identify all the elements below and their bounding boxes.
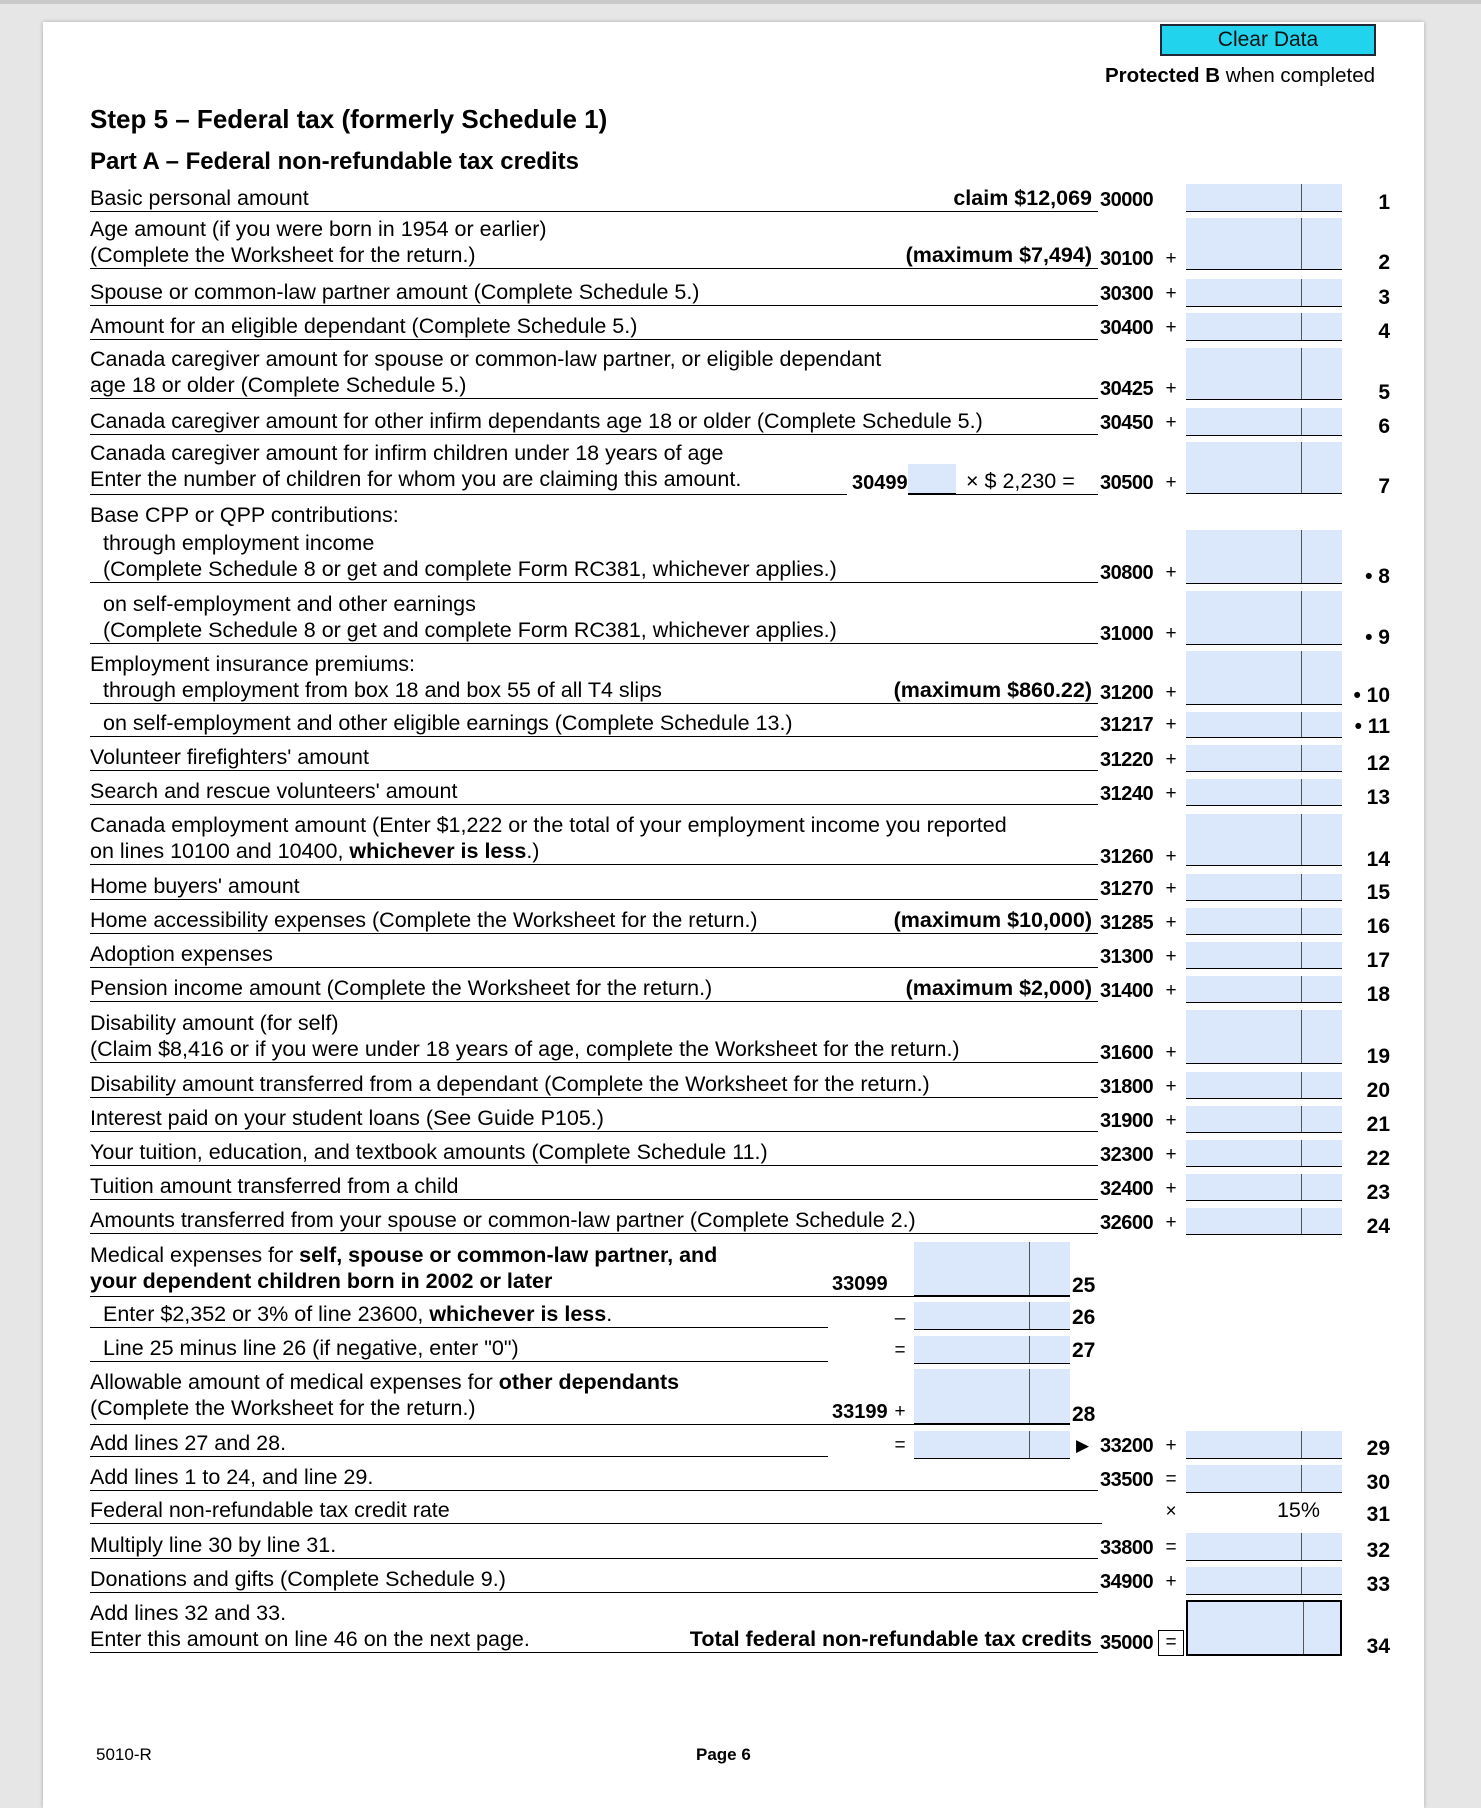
line-32-desc <box>90 1532 1098 1559</box>
line-5-desc <box>90 346 1098 399</box>
line-15-row <box>0 873 1481 904</box>
line-5-row <box>0 346 1481 404</box>
line-17-number: 17 <box>1366 949 1390 972</box>
line-6-op: + <box>1165 412 1177 433</box>
line-13-op: + <box>1165 783 1177 804</box>
line-23-label: Tuition amount transferred from a child <box>90 1174 459 1198</box>
line-8-number: • 8 <box>1365 565 1390 588</box>
line-17-code: 31300 <box>1100 946 1154 968</box>
line-9-op: + <box>1165 623 1177 644</box>
line-14-label-2 <box>90 838 1098 864</box>
cpp-header-label: Base CPP or QPP contributions: <box>90 503 399 527</box>
line-6-code: 30450 <box>1100 412 1154 434</box>
line-15-number: 15 <box>1366 881 1390 904</box>
line-4-desc <box>90 313 1098 340</box>
line-24-input[interactable] <box>1186 1208 1342 1235</box>
line-7-label-1: Canada caregiver amount for infirm children under 18 years of age <box>90 441 724 465</box>
line-33-code: 34900 <box>1100 1571 1154 1593</box>
line-26-desc <box>90 1301 828 1328</box>
line-2-op: + <box>1165 248 1177 269</box>
line-7-underline <box>90 494 847 495</box>
line-28-label-2: (Complete the Worksheet for the return.) <box>90 1396 476 1420</box>
line-13-number: 13 <box>1366 786 1390 809</box>
line-28-code: 33199 <box>832 1401 888 1423</box>
line-34-op: = <box>1158 1630 1184 1656</box>
line-15-input[interactable] <box>1186 874 1342 901</box>
form-id: 5010-R <box>96 1745 152 1764</box>
line-23-number: 23 <box>1366 1181 1390 1204</box>
line-9-code: 31000 <box>1100 623 1154 645</box>
line-7-multiplier: × $ 2,230 = <box>966 469 1075 493</box>
line-33-row <box>0 1566 1481 1597</box>
ei-header-label: Employment insurance premiums: <box>90 652 416 676</box>
line-6-label: Canada caregiver amount for other infirm dependants age 18 or older (Complete Schedule 5.) <box>90 409 983 433</box>
line-5-number: 5 <box>1378 381 1390 404</box>
line-21-input[interactable] <box>1186 1106 1342 1133</box>
line-14-label-2c: .) <box>526 839 540 863</box>
line-28-input[interactable] <box>914 1369 1070 1424</box>
line-2-note: (maximum $7,494) <box>905 243 1092 267</box>
line-3-row <box>0 277 1481 308</box>
line-25-number: 25 <box>1072 1274 1096 1297</box>
line-9-number: • 9 <box>1365 626 1390 649</box>
line-32-number: 32 <box>1366 1539 1390 1562</box>
line-9-label-1: on self-employment and other earnings <box>103 592 476 616</box>
cpp-header <box>90 502 1098 528</box>
line-1-desc <box>90 185 1098 212</box>
line-27-input[interactable] <box>914 1336 1070 1364</box>
line-30-input[interactable] <box>1186 1465 1342 1493</box>
line-2-row <box>0 216 1481 274</box>
line-10-desc <box>90 677 1098 704</box>
line-14-input[interactable] <box>1186 814 1342 866</box>
line-1-input[interactable] <box>1186 184 1342 212</box>
line-1-number: 1 <box>1378 191 1390 214</box>
line-8-desc <box>90 530 1098 583</box>
line-16-code: 31285 <box>1100 912 1154 934</box>
line-8-row <box>0 530 1481 588</box>
cpp-header-row <box>0 502 1481 530</box>
line-3-input[interactable] <box>1186 279 1342 307</box>
line-16-note: (maximum $10,000) <box>893 908 1092 932</box>
line-29-subtotal[interactable] <box>914 1431 1070 1459</box>
line-33-number: 33 <box>1366 1573 1390 1596</box>
line-21-label: Interest paid on your student loans (See Guide P105.) <box>90 1106 604 1130</box>
line-6-number: 6 <box>1378 415 1390 438</box>
protected-suffix: when completed <box>1220 64 1375 87</box>
line-19-label-1: Disability amount (for self) <box>90 1011 339 1035</box>
line-4-input[interactable] <box>1186 313 1342 341</box>
line-9-input[interactable] <box>1186 591 1342 645</box>
line-7-number: 7 <box>1378 475 1390 498</box>
line-31-row <box>0 1497 1481 1528</box>
line-10-row <box>0 677 1481 707</box>
line-8-label-1: through employment income <box>103 531 375 555</box>
line-10-input[interactable] <box>1186 651 1342 705</box>
line-10-label: through employment from box 18 and box 55 of all T4 slips <box>103 678 662 702</box>
line-11-number: • 11 <box>1354 715 1390 738</box>
line-7-underline-2 <box>908 494 1098 495</box>
line-20-row <box>0 1071 1481 1102</box>
line-11-input[interactable] <box>1186 712 1342 738</box>
line-11-desc <box>90 710 1098 737</box>
line-34-number: 34 <box>1366 1635 1390 1658</box>
line-25-underline <box>90 1296 1070 1297</box>
line-5-label-1: Canada caregiver amount for spouse or common-law partner, or eligible dependant <box>90 347 882 371</box>
line-20-desc <box>90 1071 1098 1098</box>
line-14-number: 14 <box>1366 848 1390 871</box>
line-4-row <box>0 311 1481 342</box>
line-32-input[interactable] <box>1186 1533 1342 1561</box>
line-14-desc <box>90 812 1098 865</box>
line-30-op: = <box>1165 1469 1177 1490</box>
line-15-code: 31270 <box>1100 878 1154 900</box>
line-21-row <box>0 1105 1481 1136</box>
line-10-note: (maximum $860.22) <box>893 678 1092 702</box>
line-17-row <box>0 941 1481 972</box>
line-14-row <box>0 812 1481 870</box>
line-5-op: + <box>1165 378 1177 399</box>
line-12-label: Volunteer firefighters' amount <box>90 745 369 769</box>
line-14-label-1: Canada employment amount (Enter $1,222 or the total of your employment income you reported <box>90 813 1007 837</box>
line-26-row <box>0 1301 1481 1332</box>
line-29-op: + <box>1165 1435 1177 1456</box>
line-2-desc <box>90 216 1098 269</box>
line-29-op-left: = <box>894 1435 906 1456</box>
line-14-label-2a: on lines 10100 and 10400, <box>90 839 350 863</box>
line-3-label: Spouse or common-law partner amount (Complete Schedule 5.) <box>90 280 700 304</box>
line-13-row <box>0 778 1481 809</box>
line-25-input[interactable] <box>914 1242 1070 1296</box>
line-18-desc <box>90 975 1098 1002</box>
line-11-code: 31217 <box>1100 714 1154 736</box>
line-31-desc <box>90 1497 1102 1524</box>
line-27-desc <box>90 1335 828 1362</box>
line-26-op: – <box>894 1308 906 1329</box>
line-11-label: on self-employment and other eligible earnings (Complete Schedule 13.) <box>103 711 793 735</box>
line-20-op: + <box>1165 1076 1177 1097</box>
line-22-op: + <box>1165 1144 1177 1165</box>
line-22-input[interactable] <box>1186 1140 1342 1167</box>
line-10-code: 31200 <box>1100 682 1154 704</box>
line-24-row <box>0 1207 1481 1238</box>
line-8-input[interactable] <box>1186 530 1342 584</box>
line-20-number: 20 <box>1366 1079 1390 1102</box>
line-12-input[interactable] <box>1186 745 1342 772</box>
line-14-op: + <box>1165 846 1177 867</box>
line-18-note: (maximum $2,000) <box>905 976 1092 1000</box>
line-10-number: • 10 <box>1353 684 1390 707</box>
line-6-desc <box>90 408 1098 435</box>
line-2-input[interactable] <box>1186 218 1342 270</box>
line-20-code: 31800 <box>1100 1076 1154 1098</box>
section-title: Part A – Federal non-refundable tax credits <box>90 148 580 175</box>
line-32-op: = <box>1165 1537 1177 1558</box>
line-4-number: 4 <box>1378 320 1390 343</box>
line-7-label-2: Enter the number of children for whom you are claiming this amount. <box>90 467 742 491</box>
line-19-op: + <box>1165 1042 1177 1063</box>
line-18-op: + <box>1165 980 1177 1001</box>
line-28-label-1b: other dependants <box>498 1370 680 1394</box>
line-34-input[interactable] <box>1186 1600 1342 1656</box>
line-12-op: + <box>1165 749 1177 770</box>
line-16-row <box>0 907 1481 938</box>
line-19-label-2: (Claim $8,416 or if you were under 18 years of age, complete the Worksheet for the return.) <box>90 1037 960 1061</box>
line-24-code: 32600 <box>1100 1212 1154 1234</box>
line-31-op: × <box>1165 1501 1177 1522</box>
line-4-code: 30400 <box>1100 317 1154 339</box>
clear-data-button[interactable]: Clear Data <box>1160 24 1376 56</box>
line-7-code: 30500 <box>1100 472 1154 494</box>
page-title: Step 5 – Federal tax (formerly Schedule 1) <box>90 104 608 134</box>
line-24-number: 24 <box>1366 1215 1390 1238</box>
line-2-label-2: (Complete the Worksheet for the return.) <box>90 243 476 267</box>
line-3-number: 3 <box>1378 286 1390 309</box>
line-16-input[interactable] <box>1186 908 1342 935</box>
line-26-number: 26 <box>1072 1306 1096 1329</box>
line-13-label: Search and rescue volunteers' amount <box>90 779 458 803</box>
line-28-op: + <box>894 1401 906 1422</box>
line-34-code: 35000 <box>1100 1632 1154 1654</box>
line-30-code: 33500 <box>1100 1469 1154 1491</box>
line-3-desc <box>90 279 1098 306</box>
line-27-row <box>0 1335 1481 1366</box>
ei-header <box>90 651 1098 677</box>
top-bar <box>0 0 1481 4</box>
line-24-op: + <box>1165 1212 1177 1233</box>
line-33-input[interactable] <box>1186 1567 1342 1595</box>
line-13-desc <box>90 778 1098 805</box>
line-9-desc <box>90 591 1098 644</box>
line-5-code: 30425 <box>1100 378 1154 400</box>
line-26-label <box>90 1301 828 1327</box>
line-29-desc <box>90 1430 828 1457</box>
line-32-label: Multiply line 30 by line 31. <box>90 1533 337 1557</box>
line-25-label-1b: self, spouse or common-law partner, and <box>299 1243 718 1267</box>
line-22-code: 32300 <box>1100 1144 1154 1166</box>
line-17-op: + <box>1165 946 1177 967</box>
line-12-code: 31220 <box>1100 749 1154 771</box>
line-28-label-1a: Allowable amount of medical expenses for <box>90 1370 499 1394</box>
line-2-number: 2 <box>1378 251 1390 274</box>
line-22-row <box>0 1139 1481 1170</box>
line-27-label: Line 25 minus line 26 (if negative, enter "0") <box>103 1336 519 1360</box>
line-3-code: 30300 <box>1100 283 1154 305</box>
line-12-row <box>0 744 1481 775</box>
line-19-number: 19 <box>1366 1045 1390 1068</box>
line-30-desc <box>90 1464 1098 1491</box>
line-11-row <box>0 710 1481 740</box>
line-2-code: 30100 <box>1100 248 1154 270</box>
line-4-op: + <box>1165 317 1177 338</box>
line-6-row <box>0 406 1481 437</box>
line-4-label: Amount for an eligible dependant (Complete Schedule 5.) <box>90 314 638 338</box>
line-9-label-2: (Complete Schedule 8 or get and complete Form RC381, whichever applies.) <box>103 618 837 642</box>
line-29-label: Add lines 27 and 28. <box>90 1431 287 1455</box>
line-34-desc <box>90 1600 1098 1653</box>
line-15-op: + <box>1165 878 1177 899</box>
line-7-op: + <box>1165 472 1177 493</box>
line-23-desc <box>90 1173 1098 1200</box>
line-10-op: + <box>1165 682 1177 703</box>
line-14-label-2b: whichever is less <box>349 839 527 863</box>
line-27-op: = <box>894 1340 906 1361</box>
line-2-label-1: Age amount (if you were born in 1954 or earlier) <box>90 217 547 241</box>
line-30-label: Add lines 1 to 24, and line 29. <box>90 1465 374 1489</box>
line-16-number: 16 <box>1366 915 1390 938</box>
line-15-label: Home buyers' amount <box>90 874 300 898</box>
line-7-row <box>0 440 1481 498</box>
line-19-code: 31600 <box>1100 1042 1154 1064</box>
line-16-label: Home accessibility expenses (Complete the Worksheet for the return.) <box>90 908 758 932</box>
line-30-row <box>0 1464 1481 1495</box>
line-1-code: 30000 <box>1100 189 1154 211</box>
line-23-op: + <box>1165 1178 1177 1199</box>
line-28-row <box>0 1369 1481 1427</box>
line-16-op: + <box>1165 912 1177 933</box>
line-7-input[interactable] <box>1186 442 1342 494</box>
line-8-label-2: (Complete Schedule 8 or get and complete Form RC381, whichever applies.) <box>103 557 837 581</box>
line-25-code: 33099 <box>832 1273 888 1295</box>
line-19-row <box>0 1010 1481 1068</box>
line-12-number: 12 <box>1366 752 1390 775</box>
line-26-input[interactable] <box>914 1302 1070 1330</box>
line-29-input[interactable] <box>1186 1431 1342 1459</box>
line-29-arrow-icon: ▶ <box>1076 1436 1090 1455</box>
line-24-desc <box>90 1207 1098 1234</box>
line-28-underline <box>90 1424 1070 1425</box>
line-19-desc <box>90 1010 1098 1063</box>
line-15-desc <box>90 873 1098 900</box>
line-6-input[interactable] <box>1186 408 1342 436</box>
line-16-desc <box>90 907 1098 934</box>
protected-notice <box>1105 62 1375 90</box>
line-17-label: Adoption expenses <box>90 942 273 966</box>
line-30-number: 30 <box>1366 1471 1390 1494</box>
line-23-code: 32400 <box>1100 1178 1154 1200</box>
line-22-desc <box>90 1139 1098 1166</box>
line-31-number: 31 <box>1366 1503 1390 1526</box>
line-3-op: + <box>1165 283 1177 304</box>
line-20-label: Disability amount transferred from a dependant (Complete the Worksheet for the return.) <box>90 1072 930 1096</box>
line-21-op: + <box>1165 1110 1177 1131</box>
line-32-code: 33800 <box>1100 1537 1154 1559</box>
line-12-desc <box>90 744 1098 771</box>
line-34-label-2: Enter this amount on line 46 on the next page. <box>90 1627 530 1651</box>
line-13-code: 31240 <box>1100 783 1154 805</box>
line-18-number: 18 <box>1366 983 1390 1006</box>
line-14-code: 31260 <box>1100 846 1154 868</box>
protected-label: Protected B <box>1104 64 1221 87</box>
line-29-row <box>0 1430 1481 1461</box>
line-18-label: Pension income amount (Complete the Worksheet for the return.) <box>90 976 713 1000</box>
line-7-count-input[interactable] <box>908 464 956 494</box>
line-18-row <box>0 975 1481 1006</box>
line-22-number: 22 <box>1366 1147 1390 1170</box>
line-26-label-b: whichever is less <box>429 1302 607 1326</box>
line-27-number: 27 <box>1072 1339 1096 1362</box>
line-26-label-c: . <box>606 1302 613 1326</box>
line-13-input[interactable] <box>1186 779 1342 806</box>
line-22-label: Your tuition, education, and textbook amounts (Complete Schedule 11.) <box>90 1140 768 1164</box>
line-17-input[interactable] <box>1186 942 1342 969</box>
line-25-label-1a: Medical expenses for <box>90 1243 300 1267</box>
line-31-rate: 15% <box>1276 1498 1320 1522</box>
line-31-label: Federal non-refundable tax credit rate <box>90 1498 450 1522</box>
line-26-label-a: Enter $2,352 or 3% of line 23600, <box>103 1302 430 1326</box>
line-34-note: Total federal non-refundable tax credits <box>689 1627 1092 1651</box>
line-32-row <box>0 1532 1481 1563</box>
line-23-input[interactable] <box>1186 1174 1342 1201</box>
line-33-desc <box>90 1566 1098 1593</box>
line-33-op: + <box>1165 1571 1177 1592</box>
line-20-input[interactable] <box>1186 1072 1342 1099</box>
line-29-number: 29 <box>1366 1437 1390 1460</box>
line-24-label: Amounts transferred from your spouse or common-law partner (Complete Schedule 2.) <box>90 1208 916 1232</box>
line-19-input[interactable] <box>1186 1010 1342 1064</box>
line-34-label-1: Add lines 32 and 33. <box>90 1601 287 1625</box>
line-8-code: 30800 <box>1100 562 1154 584</box>
line-23-row <box>0 1173 1481 1204</box>
line-17-desc <box>90 941 1098 968</box>
line-33-label: Donations and gifts (Complete Schedule 9.) <box>90 1567 506 1591</box>
page-number: Page 6 <box>696 1745 751 1764</box>
line-28-number: 28 <box>1072 1403 1096 1426</box>
line-21-code: 31900 <box>1100 1110 1154 1132</box>
line-25-row <box>0 1242 1481 1298</box>
line-5-input[interactable] <box>1186 348 1342 400</box>
line-11-op: + <box>1165 714 1177 735</box>
line-21-desc <box>90 1105 1098 1132</box>
line-1-note: claim $12,069 <box>953 186 1092 210</box>
line-29-code: 33200 <box>1100 1435 1154 1457</box>
line-21-number: 21 <box>1366 1113 1390 1136</box>
line-18-input[interactable] <box>1186 976 1342 1003</box>
line-18-code: 31400 <box>1100 980 1154 1002</box>
line-1-row <box>0 182 1481 213</box>
line-8-op: + <box>1165 562 1177 583</box>
line-1-label: Basic personal amount <box>90 186 309 210</box>
line-9-row <box>0 591 1481 649</box>
line-25-label-2: your dependent children born in 2002 or later <box>90 1269 553 1293</box>
line-34-row <box>0 1600 1481 1658</box>
line-5-label-2: age 18 or older (Complete Schedule 5.) <box>90 373 467 397</box>
line-7-count-code: 30499 <box>852 472 908 494</box>
